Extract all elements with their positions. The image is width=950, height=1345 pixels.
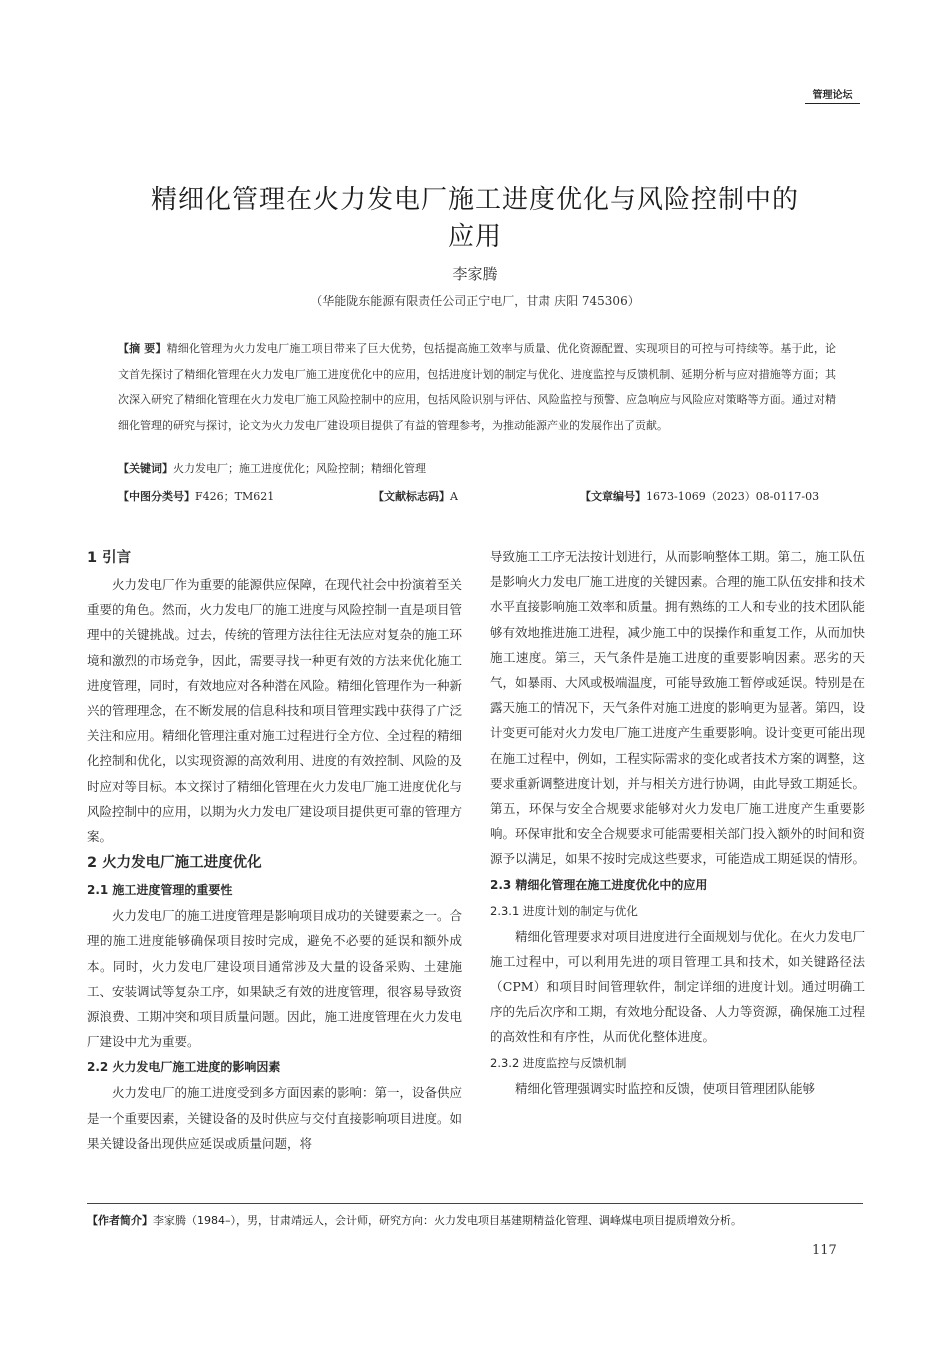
section-2-3-1-paragraph: 精细化管理要求对项目进度进行全面规划与优化。在火力发电厂施工过程中，可以利用先进的项目管理工具和技术，如关键路径法（CPM）和项目时间管理软件，制定详细的进度计划。通过明确工序的先后次序和工期，有效地分配设备、人力等资源，确保施工过程的高效性和有序性，从而优化整体进度。 bbox=[490, 928, 866, 1045]
section-2-3-heading: 2.3 精细化管理在施工进度优化中的应用 bbox=[490, 877, 708, 892]
clc-value: F426；TM621 bbox=[195, 490, 275, 503]
section-2-1-heading: 2.1 施工进度管理的重要性 bbox=[87, 883, 233, 898]
section-1-heading: 1 引言 bbox=[87, 550, 132, 566]
abstract bbox=[118, 336, 836, 438]
title-line-1: 精细化管理在火力发电厂施工进度优化与风险控制中的 bbox=[150, 185, 799, 215]
left-column bbox=[87, 544, 462, 1156]
clc-number bbox=[118, 488, 274, 504]
abstract-text: 精细化管理为火力发电厂施工项目带来了巨大优势，包括提高施工效率与质量、优化资源配置、实现项目的可控与可持续等。基于此，论文首先探讨了精细化管理在火力发电厂施工进度优化中的应用，包括进度计划的制定与优化、进度监控与反馈机制、延期分析与应对措施等方面；其次深入研究了精细化管理在火力发电厂施工风险控制中的应用，包括风险识别与评估、风险监控与预警、应急响应与风险应对策略等方面。通过对精细化管理的研究与探讨，论文为火力发电厂建设项目提供了有益的管理参考，为推动能源产业的发展作出了贡献。 bbox=[118, 342, 836, 432]
section-2-2-paragraph-continued: 导致施工工序无法按计划进行，从而影响整体工期。第二，施工队伍是影响火力发电厂施工进度的关键因素。合理的施工队伍安排和技术水平直接影响施工效率和质量。拥有熟练的工人和专业的技术团队能够有效地推进施工进程，减少施工中的误操作和重复工作，从而加快施工速度。第三，天气条件是施工进度的重要影响因素。恶劣的天气，如暴雨、大风或极端温度，可能导致施工暂停或延误。特别是在露天施工的情况下，天气条件对施工进度的影响更为显著。第四，设计变更可能对火力发电厂施工进度产生重要影响。设计变更可能出现在施工过程中，例如，工程实际需求的变化或者技术方案的调整，这要求重新调整进度计划，并与相关方进行协调，由此导致工期延长。第五，环保与安全合规要求能够对火力发电厂施工进度产生重要影响。环保审批和安全合规要求可能需要相关部门投入额外的时间和资源予以满足，如果不按时完成这些要求，可能造成工期延误的情形。 bbox=[490, 549, 866, 867]
article-number bbox=[580, 488, 819, 504]
footnote-divider bbox=[87, 1203, 863, 1204]
doc-code-label: 【文献标志码】 bbox=[373, 490, 450, 503]
footnote-text: 李家腾（1984–），男，甘肃靖远人，会计师，研究方向：火力发电项目基建期精益化管理、调峰煤电项目提质增效分析。 bbox=[153, 1214, 742, 1227]
footnote-label: 【作者简介】 bbox=[87, 1214, 153, 1227]
keywords-label: 【关键词】 bbox=[118, 462, 173, 475]
abstract-label: 【摘 要】 bbox=[118, 342, 167, 355]
author-affiliation: （华能陇东能源有限责任公司正宁电厂，甘肃 庆阳 745306） bbox=[310, 294, 640, 308]
document-code bbox=[373, 488, 458, 504]
article-number-label: 【文章编号】 bbox=[580, 490, 646, 503]
section-2-heading: 2 火力发电厂施工进度优化 bbox=[87, 855, 262, 872]
keywords bbox=[118, 460, 836, 476]
section-2-3-1-heading: 2.3.1 进度计划的制定与优化 bbox=[490, 903, 638, 918]
title-line-2: 应用 bbox=[447, 222, 502, 252]
right-column bbox=[490, 544, 865, 1101]
section-2-3-2-paragraph: 精细化管理强调实时监控和反馈，使项目管理团队能够 bbox=[515, 1080, 816, 1096]
doc-code-value: A bbox=[450, 490, 458, 503]
section-2-2-heading: 2.2 火力发电厂施工进度的影响因素 bbox=[87, 1060, 281, 1075]
page-number: 117 bbox=[812, 1243, 837, 1258]
section-2-3-2-heading: 2.3.2 进度监控与反馈机制 bbox=[490, 1055, 627, 1070]
article-number-value: 1673-1069（2023）08-0117-03 bbox=[646, 490, 820, 503]
author-footnote bbox=[87, 1212, 863, 1228]
section-tag: 管理论坛 bbox=[805, 86, 860, 104]
section-2-1-paragraph: 火力发电厂的施工进度管理是影响项目成功的关键要素之一。合理的施工进度能够确保项目按时完成，避免不必要的延误和额外成本。同时，火力发电厂建设项目通常涉及大量的设备采购、土建施工、安装调试等复杂工序，如果缺乏有效的进度管理，很容易导致资源浪费、工期冲突和项目质量问题。因此，施工进度管理在火力发电厂建设中尤为重要。 bbox=[87, 908, 463, 1050]
clc-label: 【中图分类号】 bbox=[118, 490, 195, 503]
section-1-paragraph: 火力发电厂作为重要的能源供应保障，在现代社会中扮演着至关重要的角色。然而，火力发电厂的施工进度与风险控制一直是项目管理中的关键挑战。过去，传统的管理方法往往无法应对复杂的施工环境和激烈的市场竞争，因此，需要寻找一种更有效的方法来优化施工进度管理，同时，有效地应对各种潜在风险。精细化管理作为一种新兴的管理理念，在不断发展的信息科技和项目管理实践中获得了广泛关注和应用。精细化管理注重对施工过程进行全方位、全过程的精细化控制和优化，以实现资源的高效利用、进度的有效控制、风险的及时应对等目标。本文探讨了精细化管理在火力发电厂施工进度优化与风险控制中的应用，以期为火力发电厂建设项目提供更可靠的管理方案。 bbox=[87, 577, 463, 845]
keywords-text: 火力发电厂；施工进度优化；风险控制；精细化管理 bbox=[173, 462, 426, 475]
paper-title bbox=[100, 182, 850, 256]
author-name: 李家腾 bbox=[452, 265, 498, 283]
section-2-2-paragraph: 火力发电厂的施工进度受到多方面因素的影响：第一，设备供应是一个重要因素，关键设备的及时供应与交付直接影响项目进度。如果关键设备出现供应延误或质量问题，将 bbox=[87, 1085, 463, 1151]
